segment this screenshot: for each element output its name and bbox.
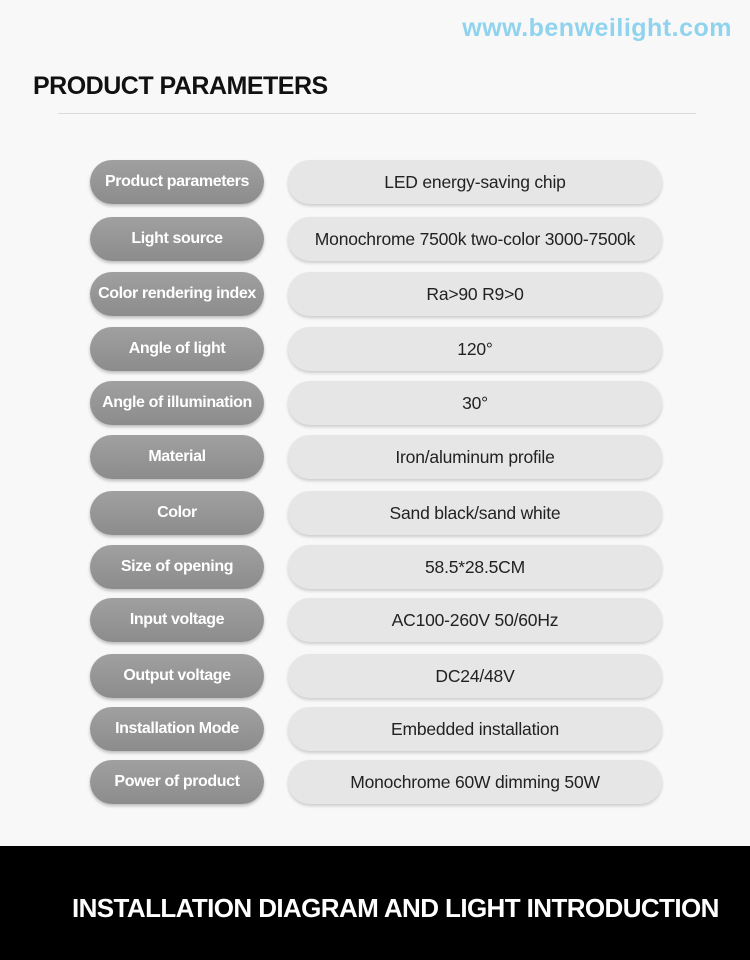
parameter-label: Output voltage — [90, 654, 264, 698]
parameter-row — [90, 707, 665, 751]
parameter-row — [90, 760, 665, 804]
parameter-row — [90, 217, 665, 261]
parameter-row — [90, 160, 665, 204]
parameter-label: Color rendering index — [90, 272, 264, 316]
site-url[interactable]: www.benweilight.com — [462, 14, 732, 42]
parameter-value: DC24/48V — [288, 654, 662, 698]
parameter-row — [90, 381, 665, 425]
parameter-value: Sand black/sand white — [288, 491, 662, 535]
parameter-value: AC100-260V 50/60Hz — [288, 598, 662, 642]
section-title: INSTALLATION DIAGRAM AND LIGHT INTRODUCTION — [72, 893, 719, 923]
parameter-row — [90, 491, 665, 535]
parameter-label: Angle of light — [90, 327, 264, 371]
parameter-label: Angle of illumination — [90, 381, 264, 425]
parameter-value: 58.5*28.5CM — [288, 545, 662, 589]
parameter-label: Input voltage — [90, 598, 264, 642]
parameter-value: LED energy-saving chip — [288, 160, 662, 204]
parameter-row — [90, 272, 665, 316]
parameter-label: Installation Mode — [90, 707, 264, 751]
parameter-value: 30° — [288, 381, 662, 425]
parameter-value: Ra>90 R9>0 — [288, 272, 662, 316]
parameter-value: 120° — [288, 327, 662, 371]
parameter-label: Material — [90, 435, 264, 479]
parameter-row — [90, 327, 665, 371]
parameter-row — [90, 598, 665, 642]
parameter-row — [90, 545, 665, 589]
parameter-value: Iron/aluminum profile — [288, 435, 662, 479]
parameter-label: Color — [90, 491, 264, 535]
parameter-value: Embedded installation — [288, 707, 662, 751]
parameter-row — [90, 435, 665, 479]
title-divider — [58, 113, 696, 114]
parameter-label: Size of opening — [90, 545, 264, 589]
parameter-label: Light source — [90, 217, 264, 261]
page-title: PRODUCT PARAMETERS — [33, 72, 328, 100]
parameter-value: Monochrome 60W dimming 50W — [288, 760, 662, 804]
footer-banner — [0, 846, 750, 960]
parameter-row — [90, 654, 665, 698]
parameter-label: Power of product — [90, 760, 264, 804]
parameter-label: Product parameters — [90, 160, 264, 204]
parameter-value: Monochrome 7500k two-color 3000-7500k — [288, 217, 662, 261]
